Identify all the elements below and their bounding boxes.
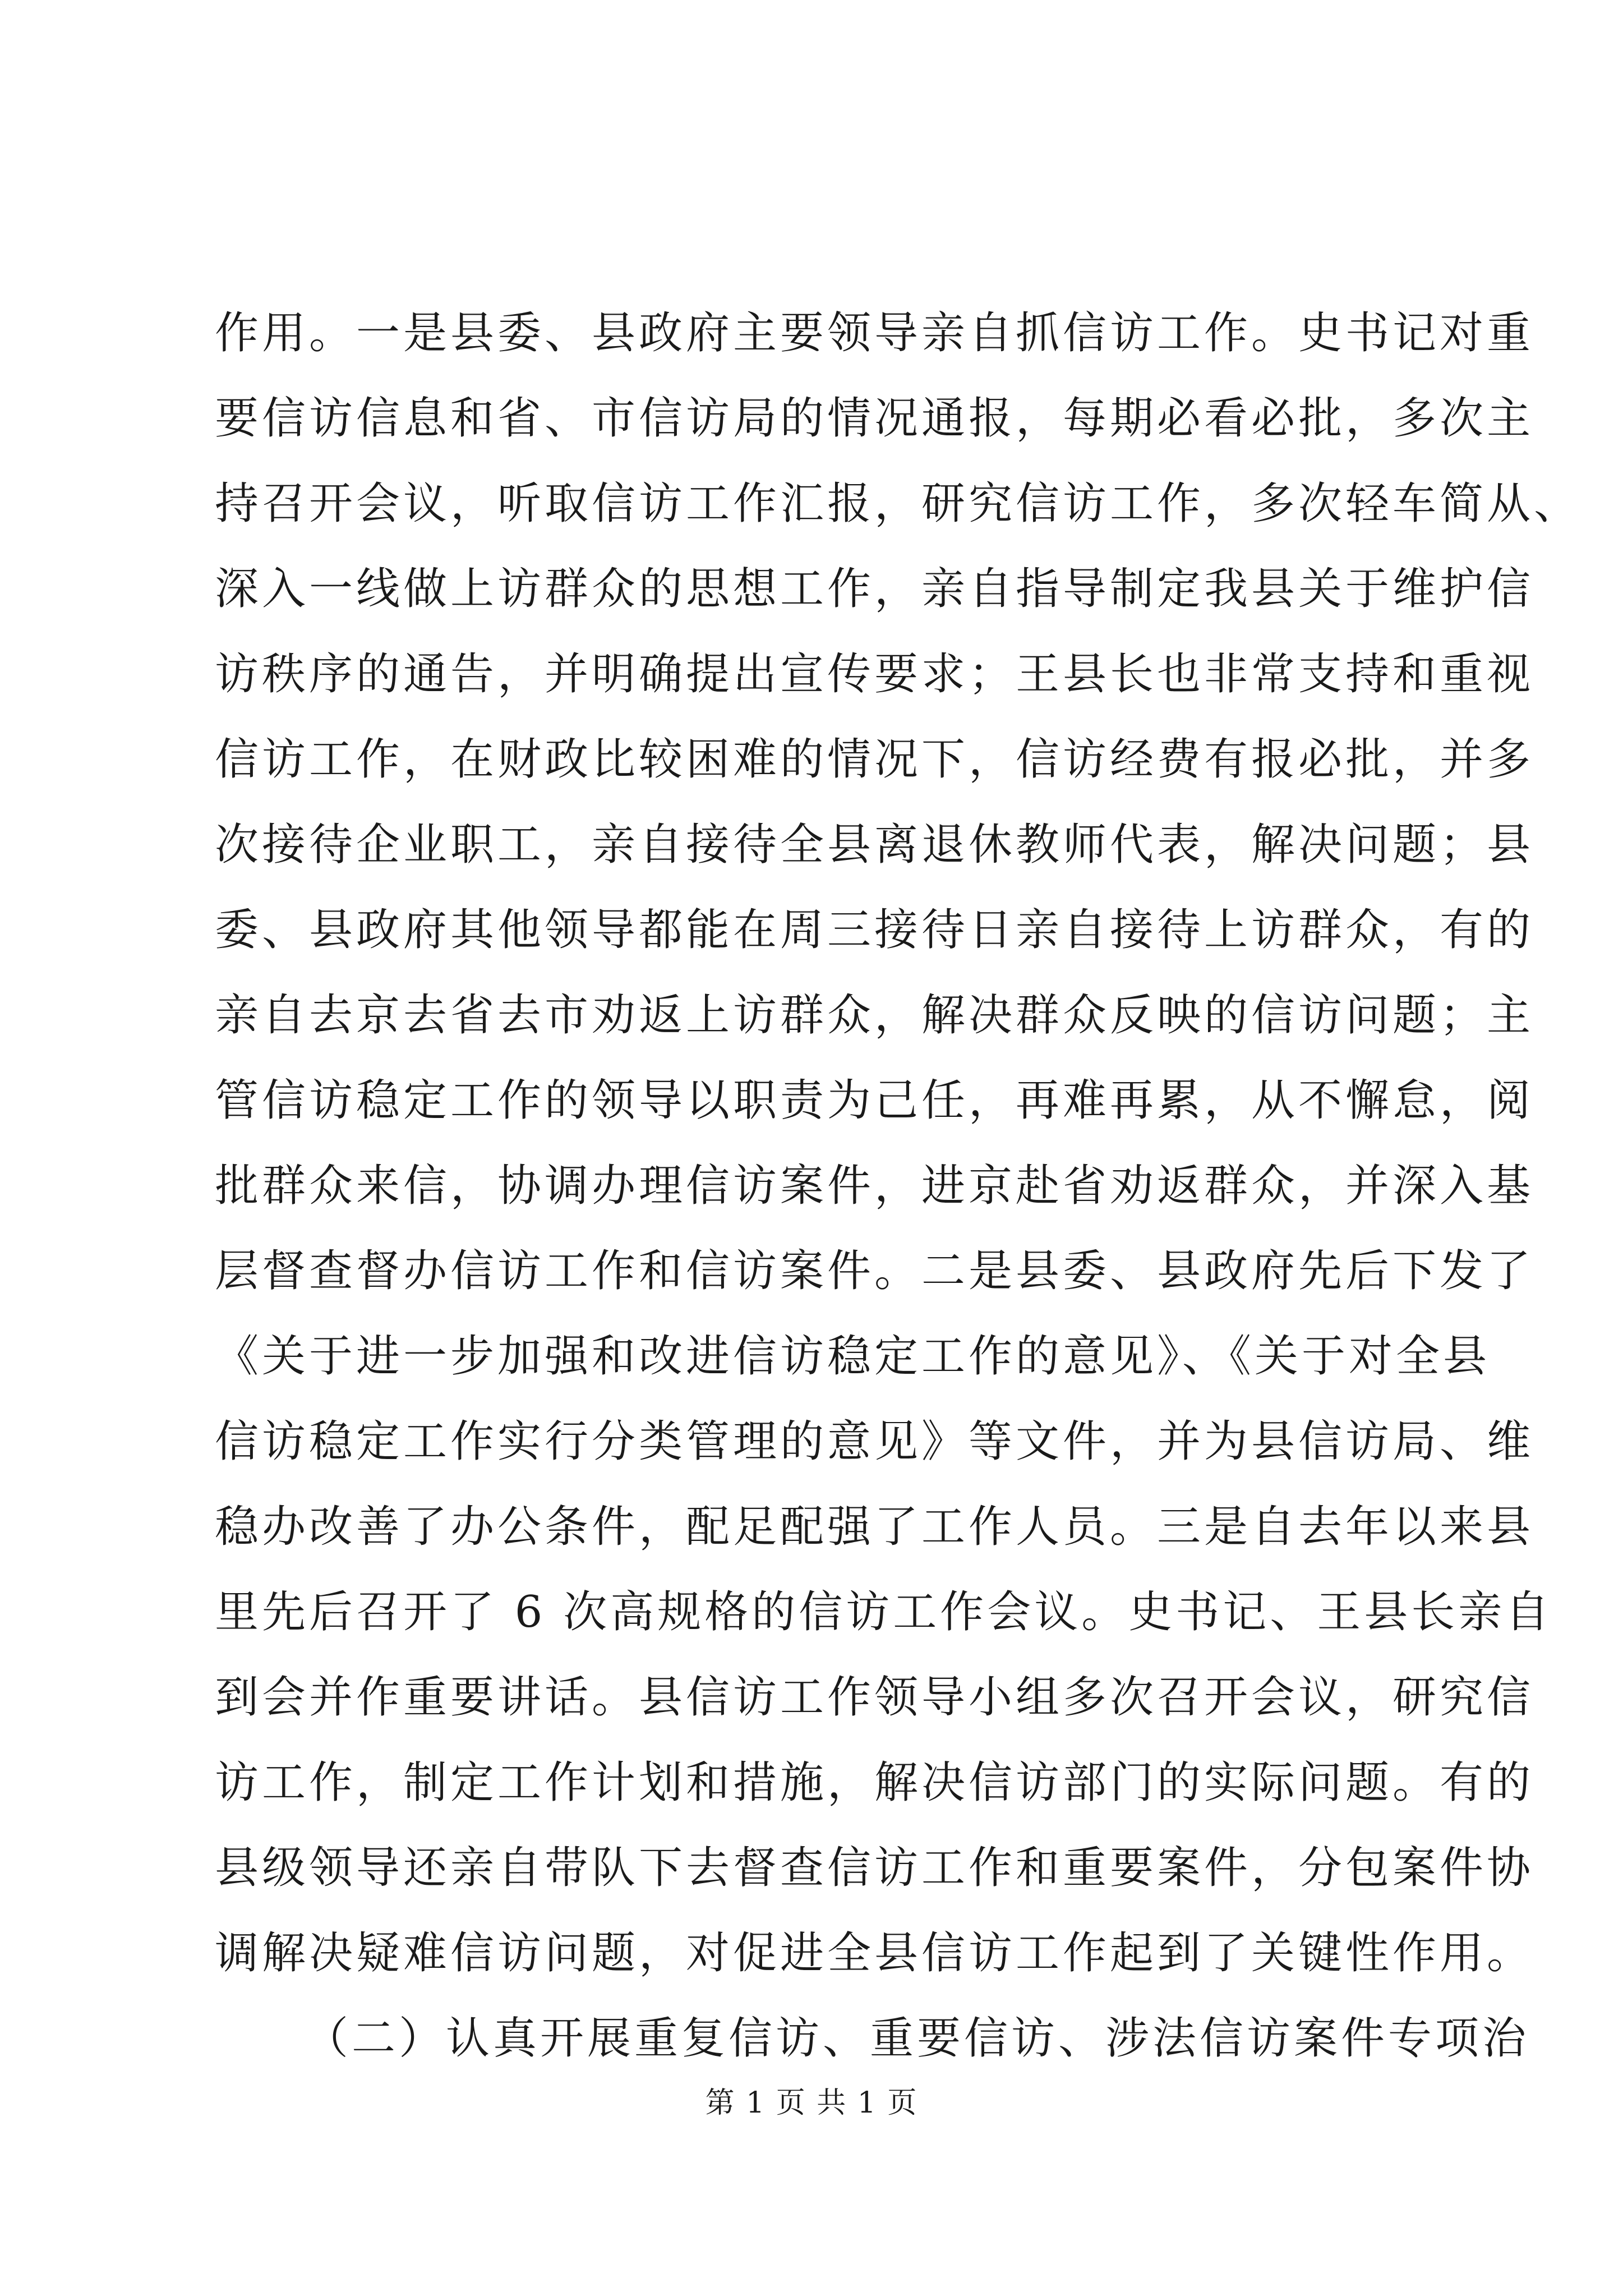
text-line: 信访工作，在财政比较困难的情况下，信访经费有报必批，并多	[215, 734, 1534, 785]
text-line: 要信访信息和省、市信访局的情况通报，每期必看必批，多次主	[215, 393, 1534, 444]
text-line: 访秩序的通告，并明确提出宣传要求；王县长也非常支持和重视	[215, 649, 1534, 700]
text-line: 批群众来信，协调办理信访案件，进京赴省劝返群众，并深入基	[215, 1161, 1534, 1211]
text-line: 持召开会议，听取信访工作汇报，研究信访工作，多次轻车简从、	[215, 478, 1581, 529]
text-line: 信访稳定工作实行分类管理的意见》等文件，并为县信访局、维	[215, 1416, 1534, 1467]
text-line: 深入一线做上访群众的思想工作，亲自指导制定我县关于维护信	[215, 564, 1534, 614]
text-line: 亲自去京去省去市劝返上访群众，解决群众反映的信访问题；主	[215, 990, 1534, 1041]
text-line: 访工作，制定工作计划和措施，解决信访部门的实际问题。有的	[215, 1757, 1534, 1808]
text-line: 管信访稳定工作的领导以职责为己任，再难再累，从不懈怠，阅	[215, 1075, 1534, 1126]
text-line: 县级领导还亲自带队下去督查信访工作和重要案件，分包案件协	[215, 1843, 1534, 1893]
section-heading-line: （二）认真开展重复信访、重要信访、涉法信访案件专项治	[305, 2013, 1530, 2064]
text-line: 次接待企业职工，亲自接待全县离退休教师代表，解决问题；县	[215, 820, 1534, 870]
text-line: 委、县政府其他领导都能在周三接待日亲自接待上访群众，有的	[215, 905, 1534, 955]
text-line: 到会并作重要讲话。县信访工作领导小组多次召开会议，研究信	[215, 1672, 1534, 1723]
body-text	[215, 291, 1581, 2081]
page-footer: 第 1 页 共 1 页	[705, 2086, 918, 2120]
text-line: 作用。一是县委、县政府主要领导亲自抓信访工作。史书记对重	[215, 308, 1534, 358]
text-line: 里先后召开了 6 次高规格的信访工作会议。史书记、王县长亲自	[215, 1587, 1553, 1637]
text-line: 稳办改善了办公条件，配足配强了工作人员。三是自去年以来县	[215, 1502, 1534, 1552]
text-line: 《关于进一步加强和改进信访稳定工作的意见》、《关于对全县	[215, 1331, 1491, 1382]
text-line: 调解决疑难信访问题，对促进全县信访工作起到了关键性作用。	[215, 1928, 1534, 1978]
text-line: 层督查督办信访工作和信访案件。二是县委、县政府先后下发了	[215, 1246, 1534, 1296]
